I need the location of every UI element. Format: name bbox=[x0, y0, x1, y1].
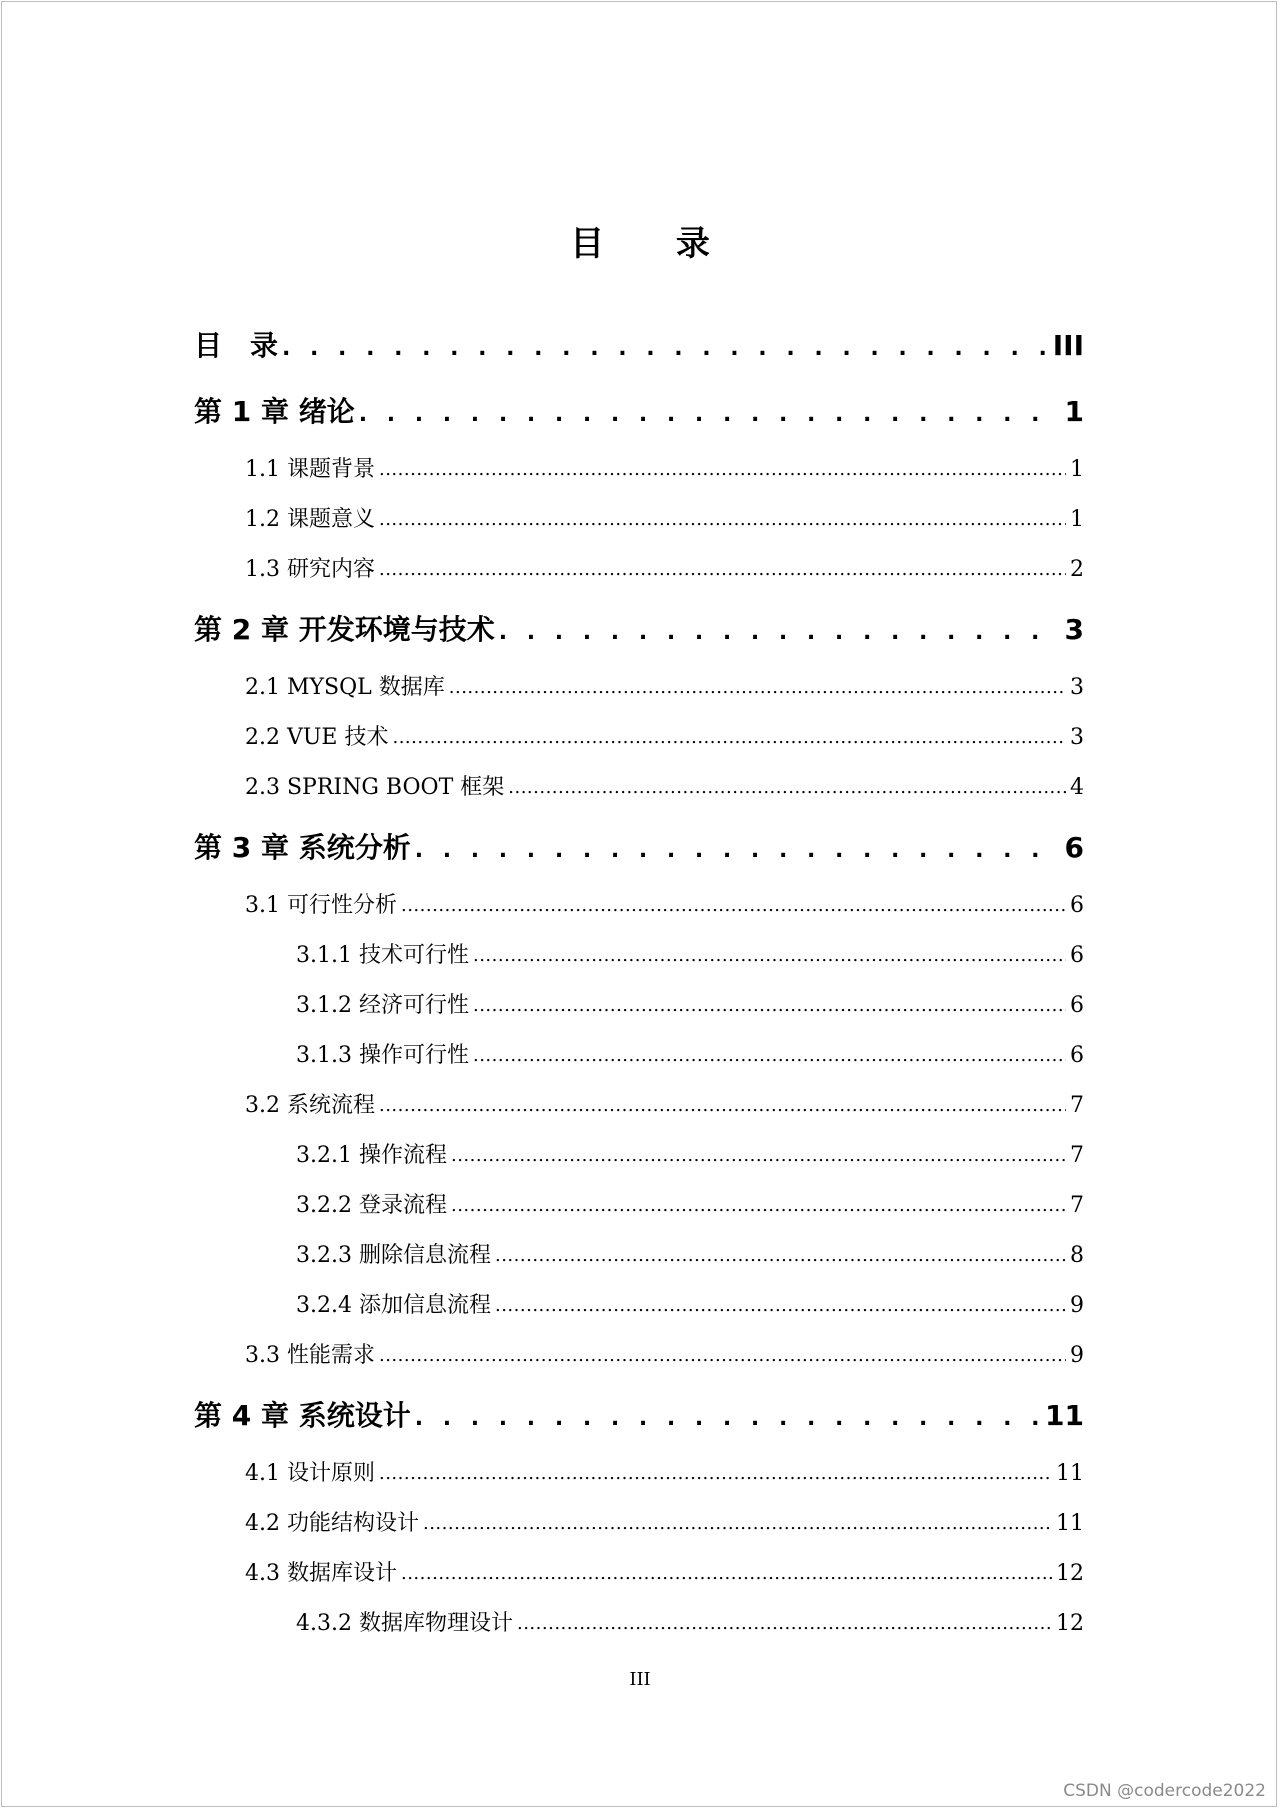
toc-page-number: 7 bbox=[1070, 1143, 1084, 1168]
toc-page-number: 1 bbox=[1070, 457, 1084, 482]
toc-page-number: 6 bbox=[1070, 943, 1084, 968]
toc-leader-dots bbox=[473, 1040, 1066, 1071]
toc-entry[interactable] bbox=[194, 328, 1084, 364]
toc-page-number: 2 bbox=[1070, 557, 1084, 582]
toc-leader-dots bbox=[401, 1558, 1052, 1589]
toc-entry[interactable] bbox=[245, 1091, 1084, 1121]
toc-entry[interactable] bbox=[194, 830, 1084, 866]
toc-entry-label: 第 2 章 开发环境与技术 bbox=[194, 613, 495, 646]
toc-page-number: 8 bbox=[1070, 1243, 1084, 1268]
toc-entry-label: 1.3 研究内容 bbox=[245, 557, 375, 582]
toc-entry[interactable] bbox=[245, 723, 1084, 753]
toc-entry[interactable] bbox=[296, 1191, 1084, 1221]
toc-leader-dots bbox=[473, 990, 1066, 1021]
toc-entry[interactable] bbox=[296, 1241, 1084, 1271]
toc-leader-dots bbox=[401, 890, 1066, 921]
toc-leader-dots bbox=[451, 1190, 1066, 1221]
toc-leader-dots bbox=[379, 504, 1066, 535]
toc-entry-label: 3.2 系统流程 bbox=[245, 1093, 375, 1118]
toc-entry[interactable] bbox=[296, 1291, 1084, 1321]
toc-entry[interactable] bbox=[296, 941, 1084, 971]
toc-entry-label: 3.2.2 登录流程 bbox=[296, 1193, 447, 1218]
toc-leader-dots bbox=[415, 1404, 1041, 1434]
toc-page-number: III bbox=[1052, 329, 1084, 362]
toc-page-number: 7 bbox=[1070, 1193, 1084, 1218]
toc-leader-dots bbox=[473, 940, 1066, 971]
toc-entry-label: 2.2 VUE 技术 bbox=[245, 725, 389, 750]
toc-leader-dots bbox=[379, 1458, 1052, 1489]
toc-entry-label: 2.3 SPRING BOOT 框架 bbox=[245, 775, 505, 800]
toc-entry-label: 3.1.3 操作可行性 bbox=[296, 1043, 469, 1068]
toc-page-number: 3 bbox=[1070, 725, 1084, 750]
toc-entry[interactable] bbox=[245, 1459, 1084, 1489]
toc-leader-dots bbox=[359, 400, 1061, 430]
toc-entry-label: 4.1 设计原则 bbox=[245, 1461, 375, 1486]
toc-entry-label: 3.1.1 技术可行性 bbox=[296, 943, 469, 968]
toc-leader-dots bbox=[517, 1608, 1052, 1639]
toc-entry-label: 3.1 可行性分析 bbox=[245, 893, 397, 918]
toc-entry-label: 目 录 bbox=[194, 329, 279, 362]
toc-leader-dots bbox=[282, 334, 1049, 364]
toc-page-number: 4 bbox=[1070, 775, 1084, 800]
toc-entry[interactable] bbox=[245, 555, 1084, 585]
toc-entry-label: 3.2.4 添加信息流程 bbox=[296, 1293, 491, 1318]
toc-leader-dots bbox=[415, 836, 1061, 866]
toc-entry[interactable] bbox=[245, 455, 1084, 485]
toc-entry-label: 1.2 课题意义 bbox=[245, 507, 375, 532]
page-title: 目 录 bbox=[570, 224, 740, 264]
toc-page-number: 12 bbox=[1056, 1561, 1084, 1586]
toc-leader-dots bbox=[379, 554, 1066, 585]
toc-entry[interactable] bbox=[194, 612, 1084, 648]
toc-entry-label: 4.3.2 数据库物理设计 bbox=[296, 1611, 513, 1636]
toc-entry[interactable] bbox=[245, 505, 1084, 535]
toc-leader-dots bbox=[449, 672, 1066, 703]
toc-page-number: 11 bbox=[1056, 1511, 1084, 1536]
toc-entry-label: 第 4 章 系统设计 bbox=[194, 1399, 411, 1432]
toc-entry-label: 1.1 课题背景 bbox=[245, 457, 375, 482]
toc-leader-dots bbox=[508, 772, 1066, 803]
toc-leader-dots bbox=[495, 1290, 1066, 1321]
toc-leader-dots bbox=[379, 454, 1066, 485]
toc-entry-label: 3.2.3 删除信息流程 bbox=[296, 1243, 491, 1268]
toc-entry-label: 4.3 数据库设计 bbox=[245, 1561, 397, 1586]
toc-page-number: 11 bbox=[1056, 1461, 1084, 1486]
toc-entry[interactable] bbox=[296, 991, 1084, 1021]
toc-page-number: 7 bbox=[1070, 1093, 1084, 1118]
toc-page-number: 9 bbox=[1070, 1343, 1084, 1368]
toc-entry[interactable] bbox=[245, 673, 1084, 703]
toc-entry-label: 3.3 性能需求 bbox=[245, 1343, 375, 1368]
toc-entry[interactable] bbox=[194, 394, 1084, 430]
toc-entry-label: 2.1 MYSQL 数据库 bbox=[245, 675, 445, 700]
toc-entry[interactable] bbox=[245, 1559, 1084, 1589]
toc-page-number: 6 bbox=[1064, 831, 1084, 864]
toc-page-number: 6 bbox=[1070, 993, 1084, 1018]
toc-entry[interactable] bbox=[194, 1398, 1084, 1434]
toc-leader-dots bbox=[495, 1240, 1066, 1271]
toc-page-number: 11 bbox=[1045, 1399, 1084, 1432]
toc-entry-label: 3.1.2 经济可行性 bbox=[296, 993, 469, 1018]
toc-page-number: 1 bbox=[1064, 395, 1084, 428]
toc-entry[interactable] bbox=[245, 1509, 1084, 1539]
toc-leader-dots bbox=[499, 618, 1061, 648]
toc-entry-label: 第 3 章 系统分析 bbox=[194, 831, 411, 864]
toc-page-number: 3 bbox=[1070, 675, 1084, 700]
toc-leader-dots bbox=[379, 1340, 1066, 1371]
toc-page-number: 9 bbox=[1070, 1293, 1084, 1318]
toc-entry[interactable] bbox=[296, 1609, 1084, 1639]
toc-entry[interactable] bbox=[296, 1041, 1084, 1071]
toc-entry[interactable] bbox=[245, 891, 1084, 921]
toc-page-number: 12 bbox=[1056, 1611, 1084, 1636]
toc-page-number: 3 bbox=[1064, 613, 1084, 646]
toc-entry[interactable] bbox=[245, 773, 1084, 803]
toc-entry[interactable] bbox=[296, 1141, 1084, 1171]
watermark: CSDN @codercode2022 bbox=[1063, 1781, 1266, 1801]
toc-page-number: 6 bbox=[1070, 1043, 1084, 1068]
toc-entry-label: 3.2.1 操作流程 bbox=[296, 1143, 447, 1168]
toc-leader-dots bbox=[423, 1508, 1052, 1539]
toc-leader-dots bbox=[379, 1090, 1066, 1121]
toc-page-number: 6 bbox=[1070, 893, 1084, 918]
toc-entry[interactable] bbox=[245, 1341, 1084, 1371]
toc-entry-label: 第 1 章 绪论 bbox=[194, 395, 355, 428]
toc-leader-dots bbox=[451, 1140, 1066, 1171]
footer-page-number: III bbox=[629, 1669, 651, 1690]
toc-page-number: 1 bbox=[1070, 507, 1084, 532]
toc-entry-label: 4.2 功能结构设计 bbox=[245, 1511, 419, 1536]
toc-leader-dots bbox=[392, 722, 1066, 753]
